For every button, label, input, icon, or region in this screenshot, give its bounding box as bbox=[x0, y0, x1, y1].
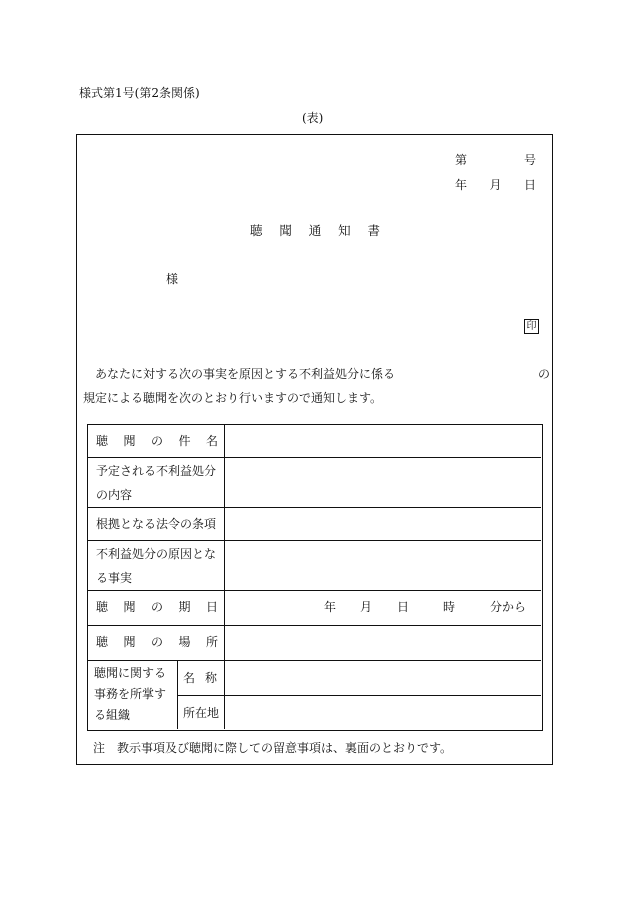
cause-facts-label bbox=[96, 542, 216, 590]
date-month: 月 bbox=[489, 178, 502, 192]
label-line: 聴聞に関する bbox=[94, 666, 167, 680]
label-line: 事務を所掌す bbox=[94, 687, 167, 701]
label-line: 予定される不利益処分 bbox=[96, 464, 217, 478]
date-minute-marker: 分から bbox=[490, 600, 527, 614]
addressee-suffix: 様 bbox=[166, 272, 179, 286]
date-year: 年 bbox=[455, 178, 468, 192]
hearing-place-label bbox=[96, 630, 218, 654]
responsible-organization-label bbox=[94, 663, 166, 726]
column-divider bbox=[224, 425, 225, 729]
date-day: 日 bbox=[523, 178, 536, 192]
date-hour-marker: 時 bbox=[443, 600, 456, 614]
label-char: 聞 bbox=[123, 635, 136, 649]
label-line: 不利益処分の原因とな bbox=[96, 547, 217, 561]
label-char: 期 bbox=[178, 600, 191, 614]
row-divider bbox=[88, 660, 541, 661]
date-year-marker: 年 bbox=[324, 600, 337, 614]
label-char: 名 bbox=[183, 671, 196, 685]
organization-name-label bbox=[183, 666, 217, 690]
body-text-line-2: 規定による聴聞を次のとおり行いますので通知します。 bbox=[83, 391, 383, 405]
title-char: 聞 bbox=[279, 223, 292, 238]
date-day-marker: 日 bbox=[397, 600, 410, 614]
date-month-marker: 月 bbox=[360, 600, 373, 614]
number-prefix: 第 bbox=[455, 153, 468, 167]
row-divider bbox=[88, 590, 541, 591]
label-char: 称 bbox=[204, 671, 217, 685]
label-char: 聴 bbox=[96, 600, 109, 614]
planned-disposition-label bbox=[96, 459, 216, 507]
label-char: 件 bbox=[178, 434, 191, 448]
row-divider bbox=[88, 507, 541, 508]
label-char: 所 bbox=[205, 635, 218, 649]
document-date bbox=[455, 179, 536, 191]
column-divider bbox=[177, 660, 178, 729]
row-divider bbox=[88, 625, 541, 626]
hearing-date-label bbox=[96, 595, 218, 619]
label-char: 聞 bbox=[123, 600, 136, 614]
document-title bbox=[250, 225, 380, 238]
title-char: 知 bbox=[338, 223, 351, 238]
label-line: の内容 bbox=[96, 488, 133, 502]
seal-mark: 印 bbox=[524, 319, 539, 334]
label-char: 名 bbox=[205, 434, 218, 448]
row-divider bbox=[88, 457, 541, 458]
label-char: の bbox=[150, 434, 163, 448]
label-char: 場 bbox=[178, 635, 191, 649]
legal-basis-label: 根拠となる法令の条項 bbox=[96, 517, 217, 531]
row-divider bbox=[88, 540, 541, 541]
body-text-line-1-end: の bbox=[538, 367, 551, 381]
title-char: 書 bbox=[367, 223, 380, 238]
footer-note: 注 教示事項及び聴聞に際しての留意事項は、裏面のとおりです。 bbox=[93, 741, 453, 755]
label-char: の bbox=[150, 600, 163, 614]
title-char: 通 bbox=[308, 223, 322, 238]
label-char: 聴 bbox=[96, 434, 109, 448]
label-line: る組織 bbox=[94, 708, 131, 722]
form-style-label: 様式第1号(第2条関係) bbox=[79, 86, 200, 100]
row-divider bbox=[177, 695, 541, 696]
label-char: の bbox=[150, 635, 163, 649]
title-char: 聴 bbox=[250, 223, 263, 238]
document-number bbox=[455, 154, 536, 166]
label-char: 聴 bbox=[96, 635, 109, 649]
label-line: る事実 bbox=[96, 571, 133, 585]
label-char: 日 bbox=[205, 600, 218, 614]
body-text-line-1: あなたに対する次の事実を原因とする不利益処分に係る bbox=[95, 367, 396, 381]
front-side-label: (表) bbox=[302, 111, 324, 125]
hearing-subject-label bbox=[96, 429, 218, 453]
label-char: 聞 bbox=[123, 434, 136, 448]
hearing-info-table bbox=[87, 424, 543, 731]
number-suffix: 号 bbox=[523, 153, 536, 167]
organization-address-label: 所在地 bbox=[183, 706, 220, 720]
